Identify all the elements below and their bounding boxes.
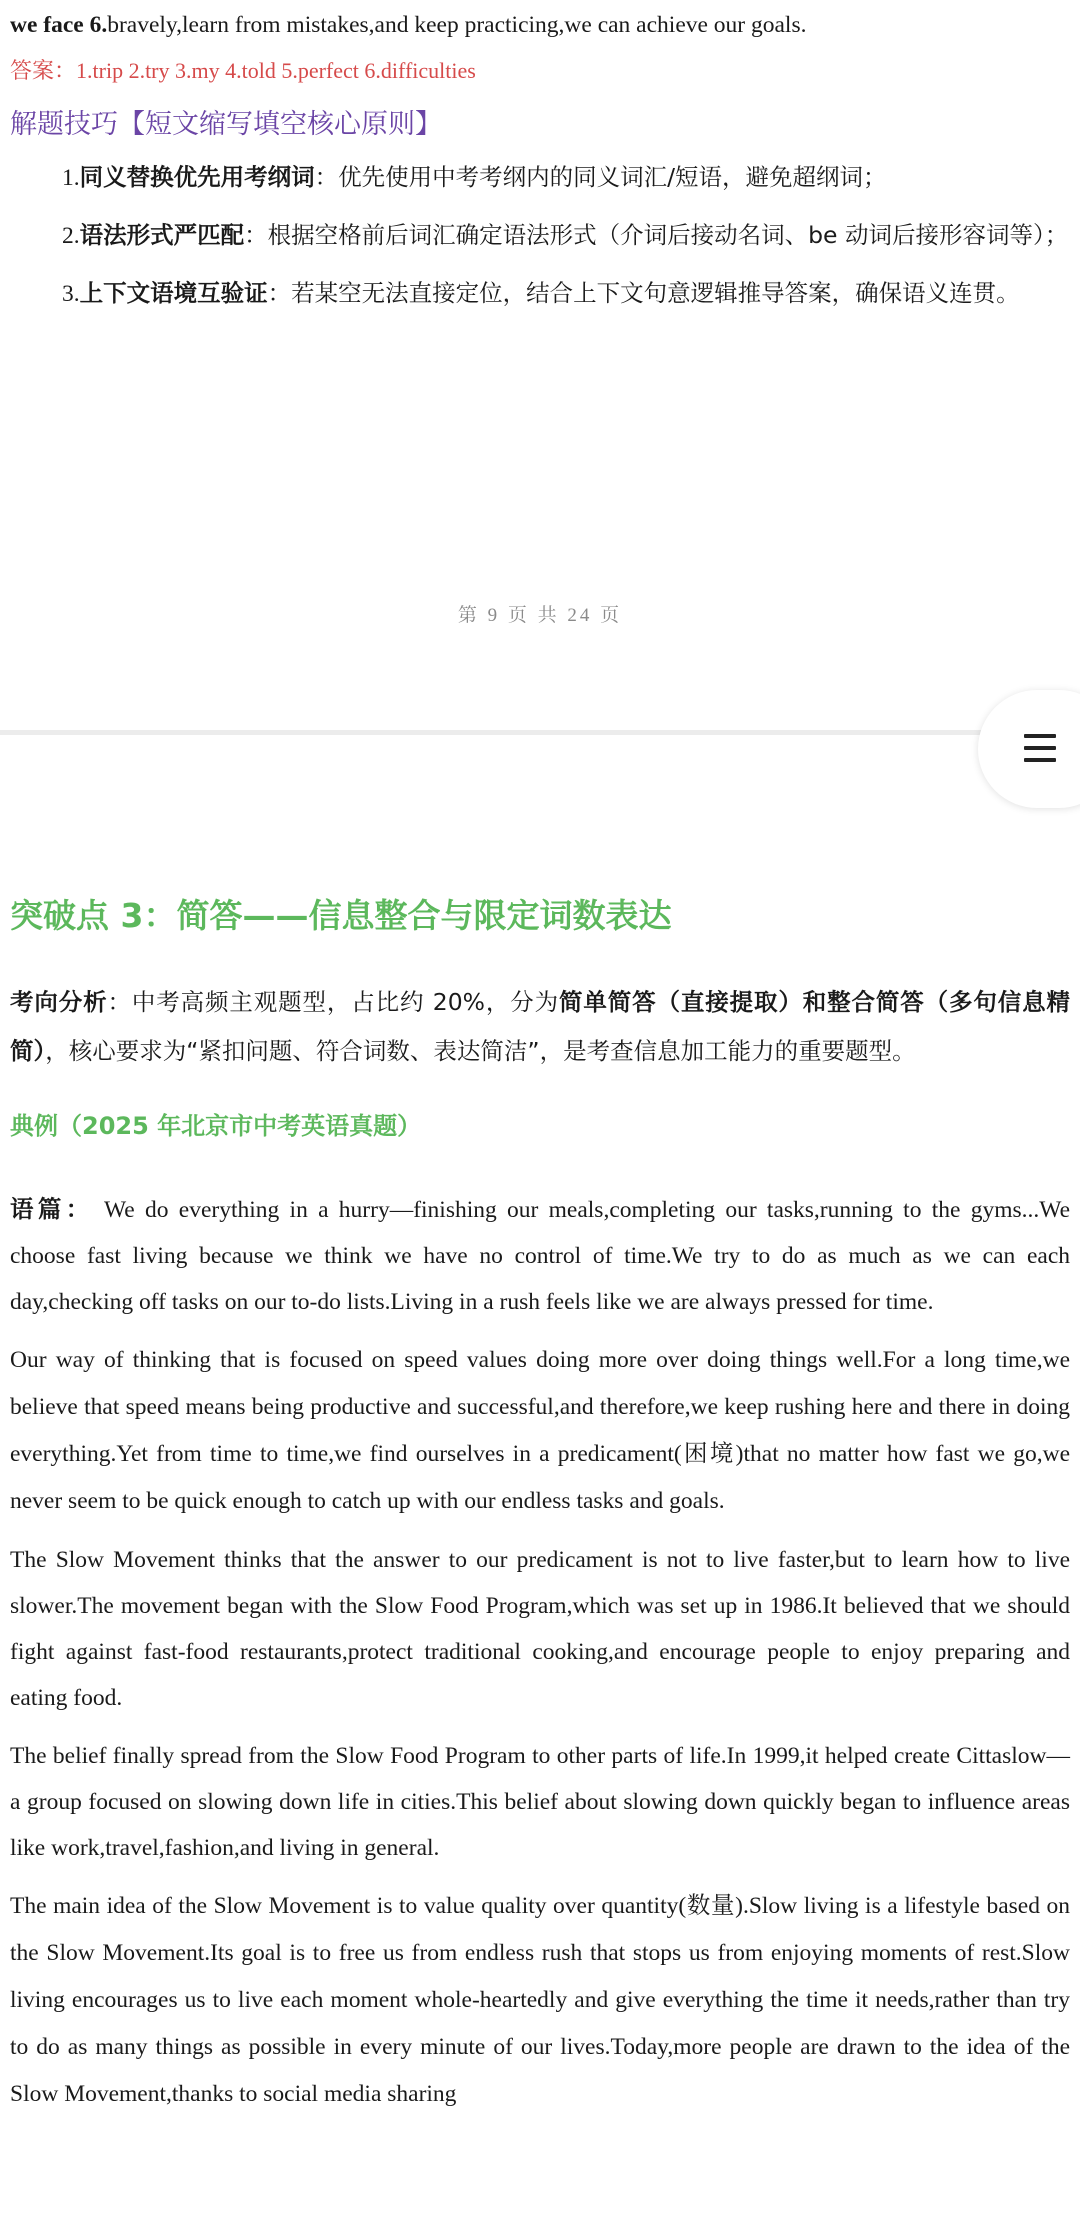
analysis-bold: 简单简答（直接提取）和整合简答（多句信息精简） — [10, 988, 1071, 1065]
passage-label: 语篇： — [10, 1195, 94, 1223]
example-heading: 典例（2025 年北京市中考英语真题） — [10, 1112, 422, 1140]
passage-last-line — [10, 2, 1070, 48]
tip-title: 上下文语境互验证 — [79, 279, 268, 307]
passage-text: bravely,learn from mistakes,and keep practicing,we can achieve our goals. — [107, 12, 807, 38]
tip-item — [10, 269, 1070, 319]
paragraph-text: We do everything in a hurry—finishing our meals,completing our tasks,running to the gyms...We choose fast living because we think we have no control of time.We try to do as much as we can each day,checking off tasks on our to-do lists.Living in a rush feels like we are always pressed for time. — [10, 1197, 1070, 1315]
analysis-label: 考向分析 — [10, 988, 108, 1016]
answer-line — [10, 48, 1070, 95]
tip-title: 语法形式严匹配 — [79, 221, 245, 249]
tip-item — [10, 153, 1070, 203]
tip-number: 2. — [62, 223, 80, 249]
analysis-paragraph — [10, 978, 1070, 1076]
previous-page-content — [10, 2, 1070, 319]
answer-text: 1.trip 2.try 3.my 4.told 5.perfect 6.difficulties — [76, 58, 476, 83]
analysis-text: ：中考高频主观题型，占比约 20%，分为 — [107, 988, 559, 1016]
page-divider — [0, 730, 1080, 735]
answer-label: 答案： — [10, 59, 77, 84]
passage-paragraph: The Slow Movement thinks that the answer to our predicament is not to live faster,but to learn how to live slower.The movement began with the Slow Food Program,which was set up in 1986.It believed that we should fight against fast-food restaurants,protect traditional cooking,and encourage people to enjoy preparing and eating food. — [10, 1547, 1070, 1711]
hamburger-menu-icon — [1024, 734, 1056, 764]
tip-text: ：优先使用中考考纲内的同义词汇/短语，避免超纲词； — [314, 163, 887, 191]
analysis-text: ，核心要求为“紧扣问题、符合词数、表达简洁”，是考查信息加工能力的重要题型。 — [45, 1037, 916, 1065]
section-heading: 突破点 3：简答——信息整合与限定词数表达 — [10, 896, 672, 935]
passage-paragraph: Our way of thinking that is focused on speed values doing more over doing things well.For a long time,we believe that speed means being productive and successful,and therefore,we keep rushing here and there in doing everything.Yet from time to time,we find ourselves in a predicament(困境)that no matter how fast we go,we never seem to be quick enough to catch up with our endless tasks and goals. — [10, 1347, 1070, 1514]
tip-text: ：若某空无法直接定位，结合上下文句意逻辑推导答案，确保语义连贯。 — [267, 279, 1020, 307]
tip-number: 3. — [62, 281, 80, 307]
tip-item — [10, 211, 1070, 261]
passage-paragraph: The belief finally spread from the Slow Food Program to other parts of life.In 1999,it helped create Cittaslow—a group focused on slowing down life in cities.This belief about slowing down quickly began to influence areas like work,travel,fashion,and living in general. — [10, 1743, 1070, 1861]
page-indicator: 第 9 页 共 24 页 — [457, 605, 623, 626]
tip-title: 同义替换优先用考纲词 — [79, 163, 315, 191]
page-10-content — [10, 890, 1070, 2118]
tip-number: 1. — [62, 165, 80, 191]
blank-number: we face 6. — [10, 12, 108, 38]
tips-heading: 解题技巧【短文缩写填空核心原则】 — [10, 109, 442, 140]
passage-paragraph: The main idea of the Slow Movement is to value quality over quantity(数量).Slow living is a lifestyle based on the Slow Movement.Its goal is to free us from endless rush that stops us from enjoying moments of rest.Slow living encourages us to live each moment whole-heartedly and give everything the time it needs,rather than try to do as many things as possible in every minute of our lives.Today,more people are drawn to the idea of the Slow Movement,thanks to social media sharing — [10, 1893, 1070, 2107]
passage-paragraph — [10, 1186, 1070, 1325]
tip-text: ：根据空格前后词汇确定语法形式（介词后接动名词、be 动词后接形容词等）； — [244, 221, 1069, 249]
floating-menu-button[interactable] — [978, 690, 1080, 808]
